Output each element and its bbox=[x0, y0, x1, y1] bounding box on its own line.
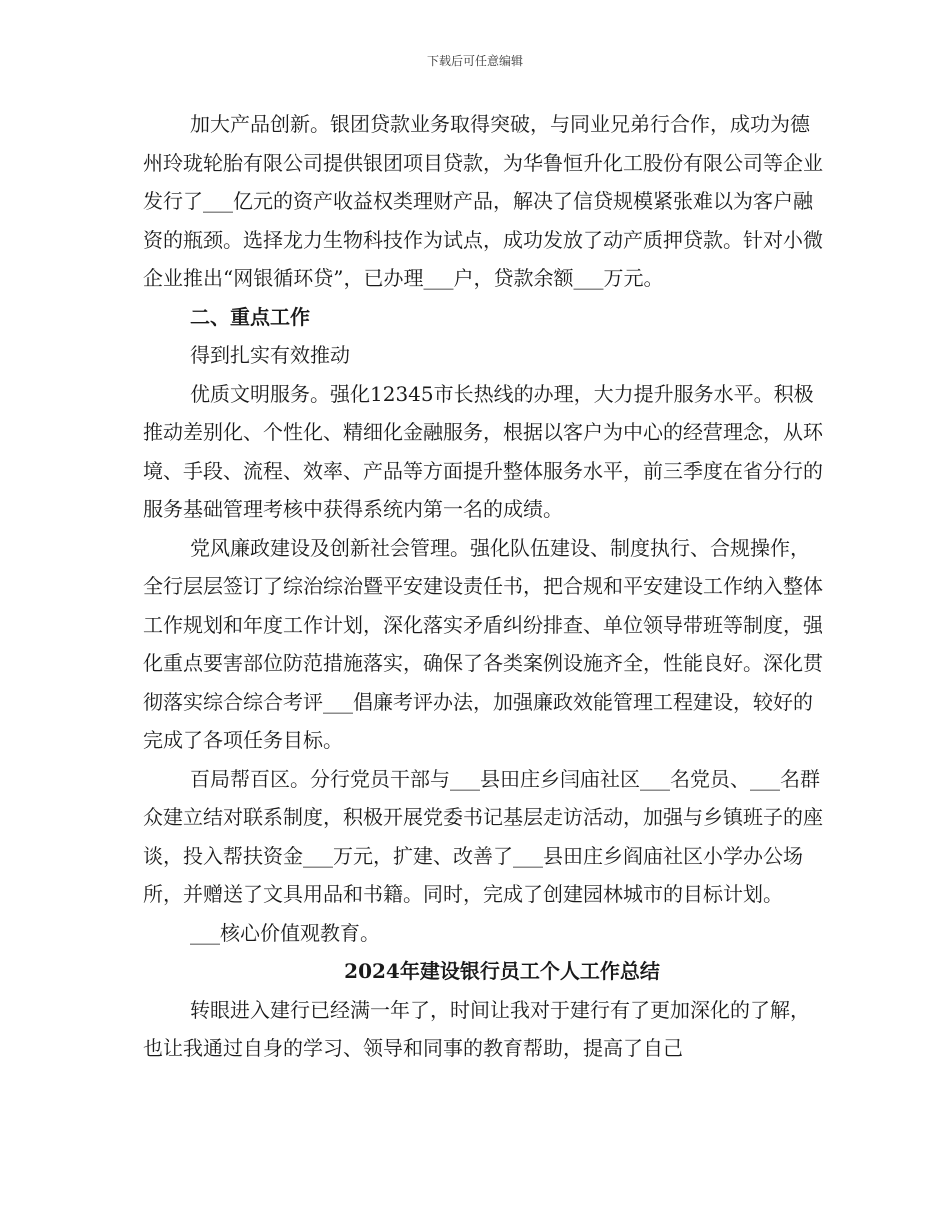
document-body bbox=[143, 105, 823, 1068]
paragraph-party-conduct: 党风廉政建设及创新社会管理。强化队伍建设、制度执行、合规操作，全行层层签订了综治综治暨平安建设责任书，把合规和平安建设工作纳入整体工作规划和年度工作计划，深化落实矛盾纠纷排查、单位领导带班等制度，强化重点要害部位防范措施落实，确保了各类案例设施齐全，性能良好。深化贯彻落实综合综合考评___倡廉考评办法，加强廉政效能管理工程建设，较好的完成了各项任务目标。 bbox=[143, 535, 823, 752]
paragraph-quality-service: 优质文明服务。强化12345市长热线的办理，大力提升服务水平。积极推动差别化、个性化、精细化金融服务，根据以客户为中心的经营理念，从环境、手段、流程、效率、产品等方面提升整体服务水平，前三季度在省分行的服务基础管理考核中获得系统内第一名的成绩。 bbox=[143, 381, 823, 521]
paragraph-summary-intro: 转眼进入建行已经满一年了，时间让我对于建行有了更加深化的了解，也让我通过自身的学习、领导和同事的教育帮助，提高了自己 bbox=[143, 997, 810, 1060]
paragraph-community-help: 百局帮百区。分行党员干部与___县田庄乡闫庙社区___名党员、___名群众建立结对联系制度，积极开展党委书记基层走访活动，加强与乡镇班子的座谈，投入帮扶资金___万元，扩建、改善了___县田庄乡阎庙社区小学办公场所，并赠送了文具用品和书籍。同时，完成了创建园林城市的目标计划。 bbox=[143, 766, 823, 906]
paragraph-core-values: ___核心价值观教育。 bbox=[190, 920, 380, 945]
document-title: 2024年建设银行员工个人工作总结 bbox=[344, 959, 660, 983]
section-heading-key-work: 二、重点工作 bbox=[190, 304, 310, 329]
paragraph-product-innovation: 加大产品创新。银团贷款业务取得突破，与同业兄弟行合作，成功为德州玲珑轮胎有限公司提供银团项目贷款，为华鲁恒升化工股份有限公司等企业发行了___亿元的资产收益权类理财产品，解决了信贷规模紧张难以为客户融资的瓶颈。选择龙力生物科技作为试点，成功发放了动产质押贷款。针对小微企业推出“网银循环贷”，已办理___户，贷款余额___万元。 bbox=[143, 112, 823, 290]
paragraph-subheading: 得到扎实有效推动 bbox=[190, 343, 350, 367]
page-header: 下载后可任意编辑 bbox=[426, 54, 523, 68]
